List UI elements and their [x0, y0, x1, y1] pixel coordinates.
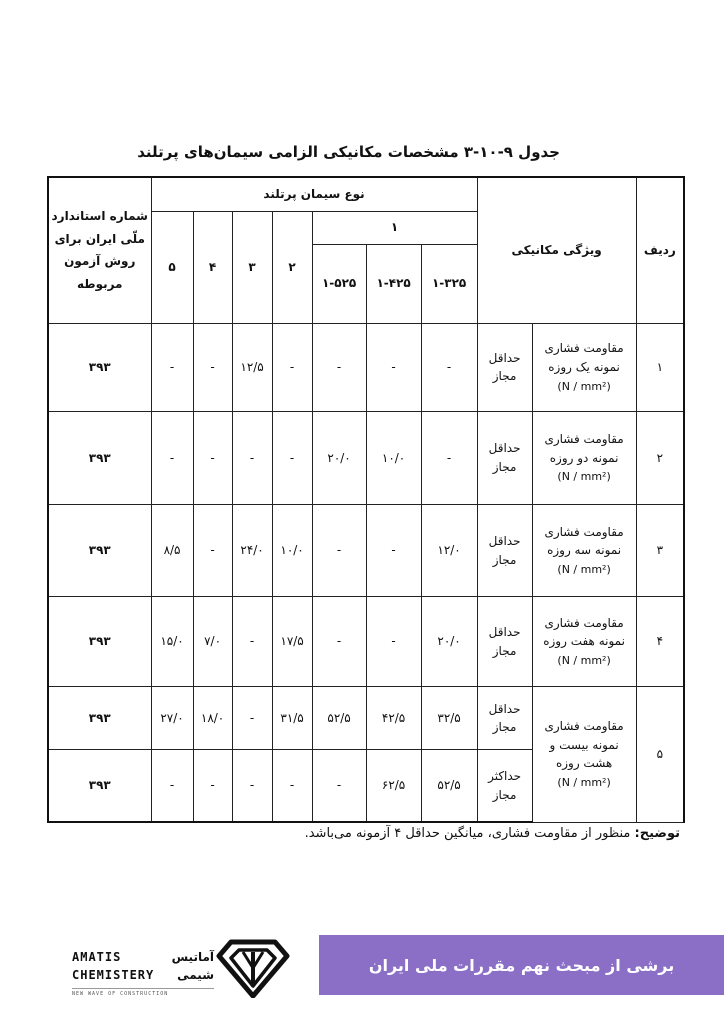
value-cell: - [151, 750, 193, 822]
header-type-3: ۳ [232, 211, 272, 323]
table-row [48, 597, 684, 687]
value-cell: - [272, 411, 312, 504]
limit-cell: حداکثر مجاز [477, 750, 532, 822]
logo-tagline: NEW WAVE OF CONSTRUCTION [72, 988, 214, 997]
property-cell [532, 687, 636, 822]
limit-cell: حداقل مجاز [477, 411, 532, 504]
value-cell: ۲۷/۰ [151, 687, 193, 750]
header-type-1-425: ۱-۴۲۵ [366, 244, 421, 323]
logo-en-sub: CHEMISTERY [72, 968, 155, 982]
amatis-logo-icon [215, 938, 291, 998]
value-cell: - [366, 597, 421, 687]
logo-fa-sub: شیمی [177, 968, 214, 982]
value-cell: - [232, 687, 272, 750]
value-cell: - [272, 323, 312, 411]
logo-fa-name: آماتیس [171, 950, 214, 964]
header-type-1-325: ۱-۳۲۵ [421, 244, 477, 323]
property-line: هشت روزه [555, 756, 613, 771]
logo-en-name: AMATIS [72, 950, 122, 964]
property-line: نمونه بیست و [549, 737, 619, 752]
property-cell [532, 504, 636, 596]
property-cell [532, 597, 636, 687]
value-cell: - [232, 411, 272, 504]
value-cell: ۵۲/۵ [312, 687, 366, 750]
unit-label: (N / mm²) [557, 470, 611, 484]
limit-cell: حداقل مجاز [477, 504, 532, 596]
value-cell: - [193, 750, 232, 822]
value-cell: ۳۲/۵ [421, 687, 477, 750]
value-cell: ۱۰/۰ [272, 504, 312, 596]
value-cell: - [151, 411, 193, 504]
property-line: مقاومت فشاری [544, 341, 624, 356]
value-cell: ۱۲/۵ [232, 323, 272, 411]
standard-cell: ۳۹۳ [48, 323, 151, 411]
standard-cell: ۳۹۳ [48, 687, 151, 750]
unit-label: (N / mm²) [557, 562, 611, 576]
property-line: نمونه دو روزه [549, 450, 619, 465]
value-cell: - [193, 323, 232, 411]
standard-cell: ۳۹۳ [48, 750, 151, 822]
header-type-5: ۵ [151, 211, 193, 323]
row-number: ۴ [636, 597, 684, 687]
table-note [240, 826, 680, 841]
header-standard: شماره استاندارد ملّی ایران برای روش آزمون مربوطه [48, 177, 151, 323]
value-cell: ۱۸/۰ [193, 687, 232, 750]
value-cell: - [312, 750, 366, 822]
value-cell: - [232, 597, 272, 687]
value-cell: ۸/۵ [151, 504, 193, 596]
limit-cell: حداقل مجاز [477, 597, 532, 687]
table-row [48, 504, 684, 596]
value-cell: ۷/۰ [193, 597, 232, 687]
property-line: مقاومت فشاری [544, 615, 624, 630]
unit-label: (N / mm²) [557, 653, 611, 667]
value-cell: ۳۱/۵ [272, 687, 312, 750]
value-cell: - [366, 323, 421, 411]
header-cement-type: نوع سیمان پرتلند [151, 177, 477, 211]
header-property: ویژگی مکانیکی [477, 177, 636, 323]
value-cell: - [232, 750, 272, 822]
header-radif: ردیف [636, 177, 684, 323]
row-number: ۲ [636, 411, 684, 504]
value-cell: - [312, 597, 366, 687]
standard-cell: ۳۹۳ [48, 504, 151, 596]
property-cell [532, 411, 636, 504]
value-cell: ۴۲/۵ [366, 687, 421, 750]
value-cell: - [193, 411, 232, 504]
value-cell: - [151, 323, 193, 411]
note-text: منظور از مقاومت فشاری، میانگین حداقل ۴ آزمونه می‌باشد. [304, 826, 631, 841]
value-cell: ۱۰/۰ [366, 411, 421, 504]
limit-cell: حداقل مجاز [477, 323, 532, 411]
header-type-1: ۱ [312, 211, 477, 244]
property-line: مقاومت فشاری [544, 719, 624, 734]
row-number: ۳ [636, 504, 684, 596]
note-label: توضیح: [634, 826, 680, 841]
header-type-2: ۲ [272, 211, 312, 323]
value-cell: ۵۲/۵ [421, 750, 477, 822]
limit-cell: حداقل مجاز [477, 687, 532, 750]
value-cell: ۱۵/۰ [151, 597, 193, 687]
table-row [48, 323, 684, 411]
unit-label: (N / mm²) [557, 775, 611, 789]
value-cell: - [366, 504, 421, 596]
row-number: ۵ [636, 687, 684, 822]
value-cell: ۲۴/۰ [232, 504, 272, 596]
value-cell: ۲۰/۰ [421, 597, 477, 687]
value-cell: ۲۰/۰ [312, 411, 366, 504]
row-number: ۱ [636, 323, 684, 411]
property-line: نمونه یک روزه [548, 359, 620, 374]
value-cell: - [193, 504, 232, 596]
table-row [48, 411, 684, 504]
value-cell: - [312, 323, 366, 411]
property-line: مقاومت فشاری [544, 432, 624, 446]
source-banner: برشی از مبحث نهم مقررات ملی ایران [319, 935, 724, 995]
header-type-1-525: ۱-۵۲۵ [312, 244, 366, 323]
value-cell: - [421, 411, 477, 504]
value-cell: - [421, 323, 477, 411]
value-cell: - [272, 750, 312, 822]
header-type-4: ۴ [193, 211, 232, 323]
value-cell: ۱۲/۰ [421, 504, 477, 596]
standard-cell: ۳۹۳ [48, 411, 151, 504]
value-cell: ۱۷/۵ [272, 597, 312, 687]
property-line: نمونه هفت روزه [543, 634, 625, 649]
property-line: مقاومت فشاری [544, 524, 624, 539]
property-line: نمونه سه روزه [547, 543, 622, 558]
value-cell: ۶۲/۵ [366, 750, 421, 822]
unit-label: (N / mm²) [557, 379, 611, 393]
amatis-logo-text [72, 950, 214, 997]
value-cell: - [312, 504, 366, 596]
table-title: جدول ۹-۱۰-۳ مشخصات مکانیکی الزامی سیمان‌های پرتلند [137, 143, 560, 161]
table-row [48, 687, 684, 750]
standard-cell: ۳۹۳ [48, 597, 151, 687]
property-cell [532, 323, 636, 411]
cement-spec-table [47, 176, 685, 823]
